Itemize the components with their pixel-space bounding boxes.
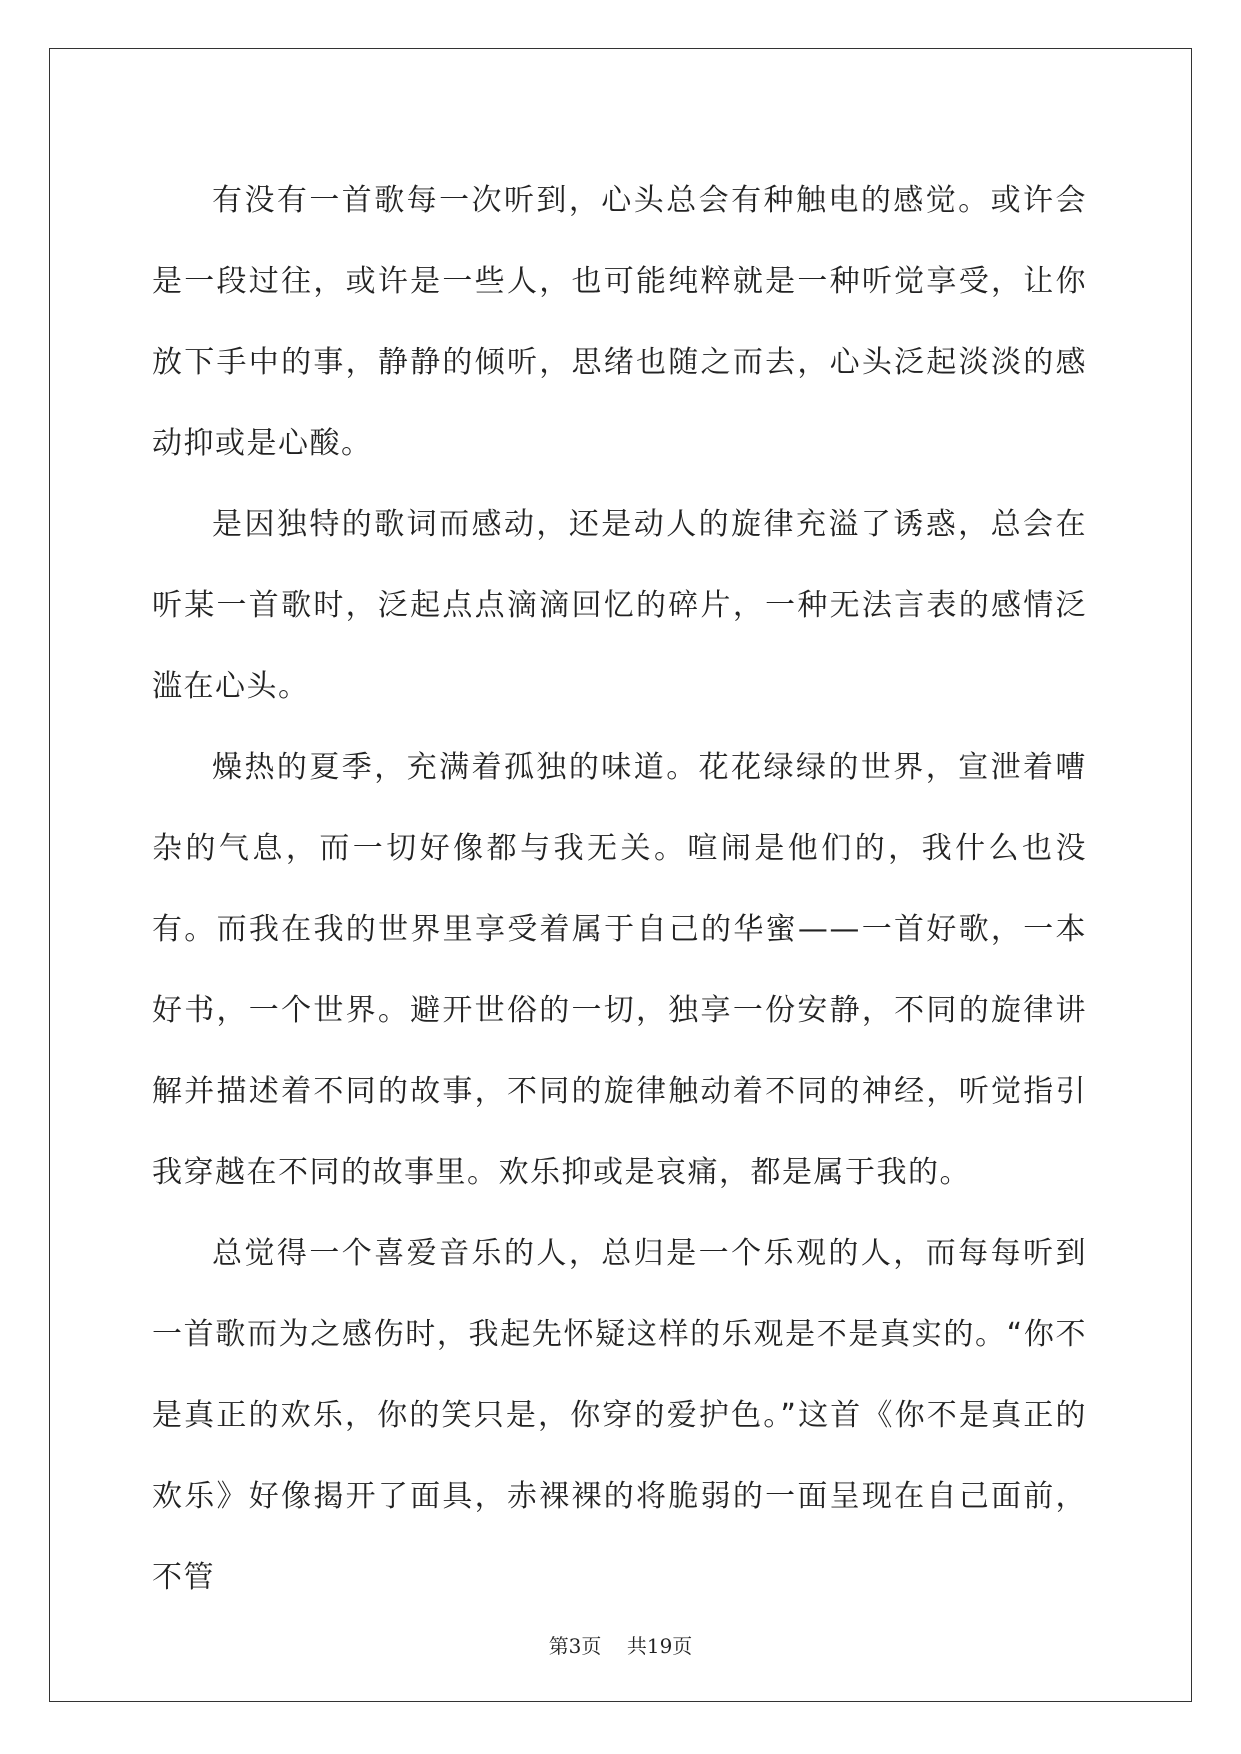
paragraph-3: 燥热的夏季，充满着孤独的味道。花花绿绿的世界，宣泄着嘈杂的气息，而一切好像都与我无关。喧闹是他们的，我什么也没有。而我在我的世界里享受着属于自己的华蜜——一首好歌，一本好书，一个世界。避开世俗的一切，独享一份安静，不同的旋律讲解并描述着不同的故事，不同的旋律触动着不同的神经，听觉指引我穿越在不同的故事里。欢乐抑或是哀痛，都是属于我的。	[152, 750, 1087, 1190]
paragraph-1: 有没有一首歌每一次听到，心头总会有种触电的感觉。或许会是一段过往，或许是一些人，也可能纯粹就是一种听觉享受，让你放下手中的事，静静的倾听，思绪也随之而去，心头泛起淡淡的感动抑或是心酸。	[152, 183, 1087, 461]
page-footer	[0, 1630, 1241, 1659]
document-body	[152, 160, 1087, 1618]
page-number: 第3页	[548, 1634, 602, 1658]
paragraph-2: 是因独特的歌词而感动，还是动人的旋律充溢了诱惑，总会在听某一首歌时，泛起点点滴滴回忆的碎片，一种无法言表的感情泛滥在心头。	[152, 507, 1087, 704]
total-pages: 共19页	[626, 1634, 693, 1658]
paragraph-4: 总觉得一个喜爱音乐的人，总归是一个乐观的人，而每每听到一首歌而为之感伤时，我起先怀疑这样的乐观是不是真实的。“你不是真正的欢乐，你的笑只是，你穿的爱护色。”这首《你不是真正的欢乐》好像揭开了面具，赤裸裸的将脆弱的一面呈现在自己面前，不管	[152, 1236, 1087, 1595]
